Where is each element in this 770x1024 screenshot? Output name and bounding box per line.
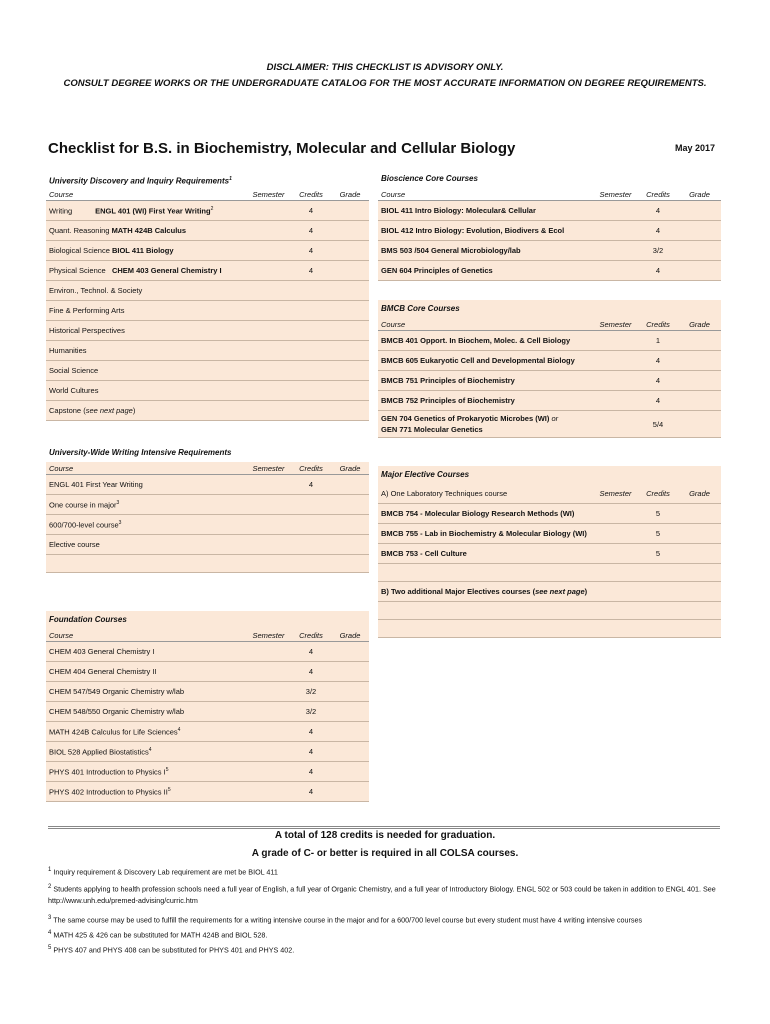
table-row: CHEM 404 General Chemistry II 4: [46, 662, 369, 682]
bmcb-title: BMCB Core Courses: [378, 300, 721, 318]
table-row: GEN 704 Genetics of Prokaryotic Microbes (WI) or GEN 771 Molecular Genetics 5/4: [378, 411, 721, 438]
footnote-4: $^4$ MATH 425 & 426 can be substituted for MATH 424B and BIOL 528.: [48, 930, 268, 940]
foundation-title: Foundation Courses: [46, 611, 369, 629]
semester-cell[interactable]: [246, 221, 291, 241]
grade-cell[interactable]: [331, 201, 369, 221]
col-grade: Grade: [331, 188, 369, 201]
table-row: GEN 604 Principles of Genetics 4: [378, 261, 721, 281]
table-row: BMCB 752 Principles of Biochemistry 4: [378, 391, 721, 411]
footnote-1: $^1$ Inquiry requirement & Discovery Lab requirement are met be BIOL 411: [48, 867, 278, 877]
footnote-5: $^5$ PHYS 407 and PHYS 408 can be substituted for PHYS 401 and PHYS 402.: [48, 945, 295, 955]
table-row: Environ., Technol. & Society: [46, 281, 369, 301]
divider: [48, 826, 720, 829]
discovery-section: [46, 170, 369, 421]
table-row: Historical Perspectives: [46, 321, 369, 341]
bioscience-section: Bioscience Core Courses Course Semester Credits Grade BIOL 411 Intro Biology: Molecular& Cellular 4 BIOL 412 Intro Biology: Evolution, Biodivers & Ecol 4 BMS 503 /504 General Microbiology/lab 3/2 GEN 604 Principles of Genetics 4: [378, 170, 721, 281]
table-row: One course in major$^3$: [46, 495, 369, 515]
grade-cell[interactable]: [331, 261, 369, 281]
table-row: BMCB 755 - Lab in Biochemistry & Molecular Biology (WI) 5: [378, 524, 721, 544]
table-row: BIOL 412 Intro Biology: Evolution, Biodivers & Ecol 4: [378, 221, 721, 241]
grade-requirement-note: A grade of C- or better is required in all COLSA courses.: [251, 848, 519, 859]
table-row: Quant. Reasoning MATH 424B Calculus 4: [46, 221, 369, 241]
table-row: [378, 564, 721, 582]
grade-cell[interactable]: [331, 241, 369, 261]
table-row: World Cultures: [46, 381, 369, 401]
disclaimer-line-2: CONSULT DEGREE WORKS OR THE UNDERGRADUATE CATALOG FOR THE MOST ACCURATE INFORMATION ON DEGREE REQUIREMENTS.: [63, 78, 707, 89]
table-row: Fine & Performing Arts: [46, 301, 369, 321]
document-date: May 2017: [675, 143, 716, 153]
table-row: B) Two additional Major Electives courses (see next page): [378, 582, 721, 602]
page-title: Checklist for B.S. in Biochemistry, Molecular and Cellular Biology: [48, 140, 516, 157]
col-course: Course: [46, 188, 246, 201]
table-row: CHEM 547/549 Organic Chemistry w/lab 3/2: [46, 682, 369, 702]
grade-cell[interactable]: [331, 221, 369, 241]
table-row: Elective course: [46, 535, 369, 555]
writing-section: University-Wide Writing Intensive Requirements Course Semester Credits Grade ENGL 401 First Year Writing 4 One course in major$^3$ 600/700-level course$^3$ Elective course: [46, 444, 369, 573]
table-row: MATH 424B Calculus for Life Sciences$^4$ 4: [46, 722, 369, 742]
table-row: CHEM 403 General Chemistry I 4: [46, 642, 369, 662]
table-row: CHEM 548/550 Organic Chemistry w/lab 3/2: [46, 702, 369, 722]
table-row: 600/700-level course$^3$: [46, 515, 369, 535]
major-elective-section: [378, 466, 721, 638]
table-row: BMCB 754 - Molecular Biology Research Methods (WI) 5: [378, 504, 721, 524]
table-row: ENGL 401 First Year Writing 4: [46, 475, 369, 495]
table-row: BMCB 605 Eukaryotic Cell and Developmental Biology 4: [378, 351, 721, 371]
footnote-3: $^3$ The same course may be used to fulfill the requirements for a writing intensive course in the major and for a 600/700 level course but every student must have 4 writing intensive courses: [48, 915, 643, 925]
table-row: Humanities: [46, 341, 369, 361]
table-row: BMCB 753 - Cell Culture 5: [378, 544, 721, 564]
foundation-section: Foundation Courses Course Semester Credits Grade CHEM 403 General Chemistry I 4 CHEM 404 General Chemistry II 4 CHEM 547/549 Organic Chemistry w/lab 3/2 CHEM 548/550 Organic Chemistry w/lab 3/2 MATH 424B Calculus for Life Sciences$^4$ 4 BIOL 528 Applied Biostatistics$^4$ 4 PHYS 401 Introduction to Physics $I^5$ 4 PHYS 402 Introduction to Physics $II^5$ 4: [46, 611, 369, 802]
table-row: BMS 503 /504 General Microbiology/lab 3/2: [378, 241, 721, 261]
capstone-row: Capstone (see next page): [46, 401, 369, 421]
table-row: [46, 555, 369, 573]
table-row: BIOL 411 Intro Biology: Molecular& Cellular 4: [378, 201, 721, 221]
table-row: A) One Laboratory Techniques course Semester Credits Grade: [378, 484, 721, 504]
table-row: Physical Science CHEM 403 General Chemistry I 4: [46, 261, 369, 281]
table-row[interactable]: [378, 620, 721, 638]
major-elective-title: Major Elective Courses: [378, 466, 721, 484]
table-row: BMCB 751 Principles of Biochemistry 4: [378, 371, 721, 391]
table-row: Social Science: [46, 361, 369, 381]
writing-title: University-Wide Writing Intensive Requirements: [49, 448, 232, 457]
bioscience-title: Bioscience Core Courses: [381, 174, 478, 183]
disclaimer-line-1: DISCLAIMER: THIS CHECKLIST IS ADVISORY ONLY.: [266, 62, 504, 73]
semester-cell[interactable]: [246, 261, 291, 281]
table-row: PHYS 401 Introduction to Physics $I^5$ 4: [46, 762, 369, 782]
col-credits: Credits: [291, 188, 331, 201]
table-row: BIOL 528 Applied Biostatistics$^4$ 4: [46, 742, 369, 762]
footnote-2: $^2$ Students applying to health profession schools need a full year of English, a full year of Organic Chemistry, and a full year of Introductory Biology. ENGL 502 or 503 could be taken in addition to ENGL 401. See http://www.unh.edu/premed-advising/curric.htm: [48, 884, 716, 906]
table-row: BMCB 401 Opport. In Biochem, Molec. & Cell Biology 1: [378, 331, 721, 351]
table-row[interactable]: [378, 602, 721, 620]
semester-cell[interactable]: [246, 241, 291, 261]
discovery-title: University Discovery and Inquiry Requirements$^1$: [49, 176, 232, 186]
col-semester: Semester: [246, 188, 291, 201]
table-row: Biological Science BIOL 411 Biology 4: [46, 241, 369, 261]
semester-cell[interactable]: [246, 201, 291, 221]
table-row: Writing ENGL 401 (WI) First Year Writing$^2$ 4: [46, 201, 369, 221]
bmcb-section: BMCB Core Courses Course Semester Credits Grade BMCB 401 Opport. In Biochem, Molec. & Cell Biology 1 BMCB 605 Eukaryotic Cell and Developmental Biology 4 BMCB 751 Principles of Biochemistry 4 BMCB 752 Principles of Biochemistry 4 GEN 704 Genetics of Prokaryotic Microbes (WI) or GEN 771 Molecular Genetics 5/4: [378, 300, 721, 438]
table-row: PHYS 402 Introduction to Physics $II^5$ 4: [46, 782, 369, 802]
total-credits-note: A total of 128 credits is needed for graduation.: [274, 830, 496, 841]
